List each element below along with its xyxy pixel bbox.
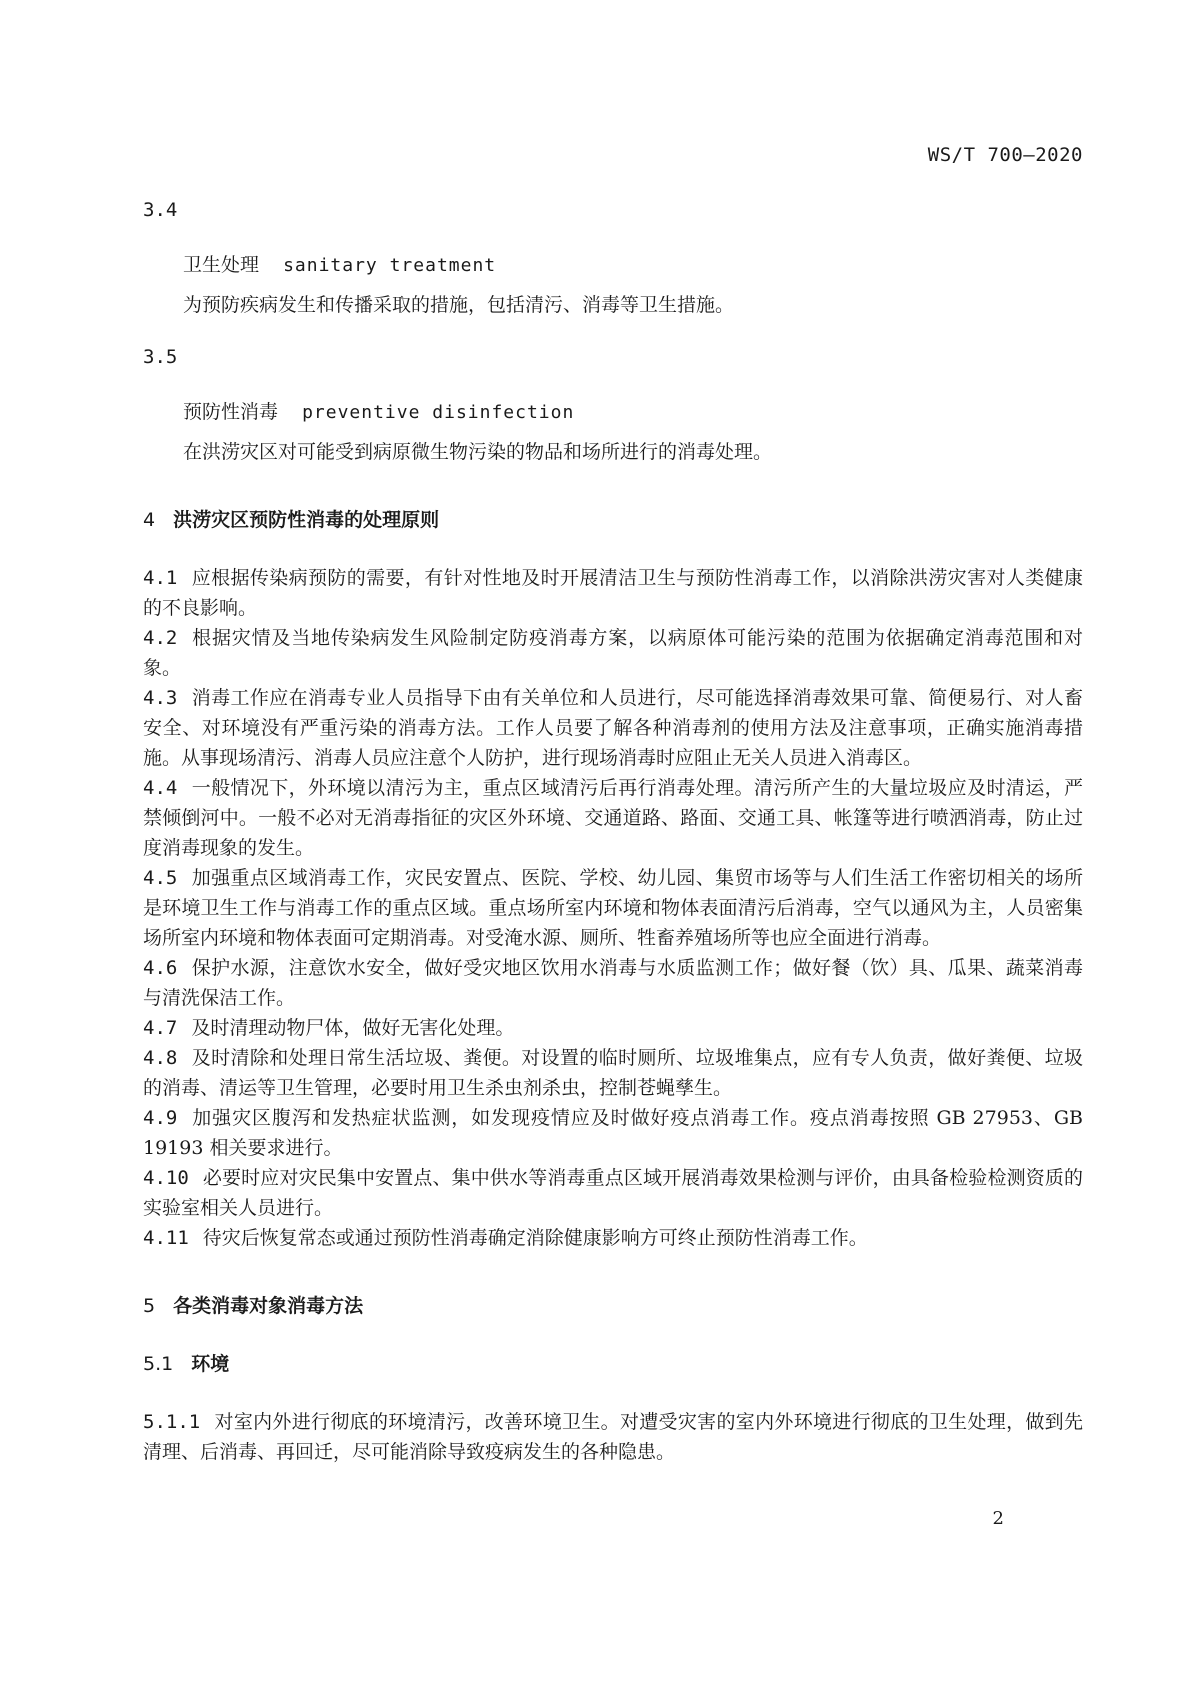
clause [143,1103,1083,1163]
clause-text: 消毒工作应在消毒专业人员指导下由有关单位和人员进行，尽可能选择消毒效果可靠、简便易行、对人畜安全、对环境没有严重污染的消毒方法。工作人员要了解各种消毒剂的使用方法及注意事项，正确实施消毒措施。从事现场清污、消毒人员应注意个人防护，进行现场消毒时应阻止无关人员进入消毒区。 [143,687,1083,769]
clause-text: 对室内外进行彻底的环境清污，改善环境卫生。对遭受灾害的室内外环境进行彻底的卫生处理，做到先清理、后消毒、再回迁，尽可能消除导致疫病发生的各种隐患。 [143,1411,1083,1463]
section-title: 各类消毒对象消毒方法 [173,1295,364,1317]
clause-text: 及时清理动物尸体，做好无害化处理。 [191,1017,515,1039]
clause-number: 4.7 [143,1017,178,1039]
clause-number: 5.1.1 [143,1411,201,1433]
clause-list [143,1407,1083,1467]
clause-number: 4.8 [143,1047,178,1069]
term-title-en: preventive disinfection [302,402,575,423]
clause [143,1163,1083,1223]
clause [143,1407,1083,1467]
clause-text: 保护水源，注意饮水安全，做好受灾地区饮用水消毒与水质监测工作；做好餐（饮）具、瓜果、蔬菜消毒与清洗保洁工作。 [143,957,1083,1009]
clause [143,563,1083,623]
clause [143,623,1083,683]
subsection-heading [143,1349,1083,1379]
clause-list [143,563,1083,1253]
clause [143,1043,1083,1103]
clause-number: 4.5 [143,867,178,889]
term-number: 3.4 [143,199,178,221]
clause [143,863,1083,953]
clause-number: 4.10 [143,1167,189,1189]
section-number: 4 [143,509,156,531]
term-title [183,397,1083,427]
section-number: 5 [143,1295,156,1317]
clause [143,1013,1083,1043]
clause-text: 应根据传染病预防的需要，有针对性地及时开展清洁卫生与预防性消毒工作，以消除洪涝灾害对人类健康的不良影响。 [143,567,1083,619]
clause-number: 4.1 [143,567,178,589]
clause-number: 4.11 [143,1227,189,1249]
document-body [143,196,1083,1467]
page-number: 2 [992,1508,1004,1529]
clause-text: 根据灾情及当地传染病发生风险制定防疫消毒方案，以病原体可能污染的范围为依据确定消毒范围和对象。 [143,627,1083,679]
standard-code: WS/T 700—2020 [927,144,1083,166]
clause-number: 4.4 [143,777,178,799]
clause-number: 4.3 [143,687,178,709]
clause-text: 加强重点区域消毒工作，灾民安置点、医院、学校、幼儿园、集贸市场等与人们生活工作密切相关的场所是环境卫生工作与消毒工作的重点区域。重点场所室内环境和物体表面清污后消毒，空气以通风为主，人员密集场所室内环境和物体表面可定期消毒。对受淹水源、厕所、牲畜养殖场所等也应全面进行消毒。 [143,867,1083,949]
term-number: 3.5 [143,346,178,368]
section-title: 洪涝灾区预防性消毒的处理原则 [173,509,440,531]
clause-number: 4.6 [143,957,178,979]
term-title-en: sanitary treatment [283,255,497,276]
clause-number: 4.9 [143,1107,178,1129]
term-entry [143,196,1083,320]
term-title-cn: 预防性消毒 [183,401,279,423]
clause [143,683,1083,773]
clause-number: 4.2 [143,627,178,649]
clause [143,953,1083,1013]
section-heading [143,505,1083,535]
subsection-number: 5.1 [143,1353,174,1375]
subsection-title: 环境 [191,1353,230,1375]
term-entry [143,343,1083,467]
clause-text: 必要时应对灾民集中安置点、集中供水等消毒重点区域开展消毒效果检测与评价，由具备检验检测资质的实验室相关人员进行。 [143,1167,1083,1219]
term-definition: 在洪涝灾区对可能受到病原微生物污染的物品和场所进行的消毒处理。 [183,441,773,463]
clause-text: 加强灾区腹泻和发热症状监测，如发现疫情应及时做好疫点消毒工作。疫点消毒按照 GB 27953、GB 19193 相关要求进行。 [143,1107,1083,1159]
clause-text: 待灾后恢复常态或通过预防性消毒确定消除健康影响方可终止预防性消毒工作。 [202,1227,868,1249]
term-definition: 为预防疾病发生和传播采取的措施，包括清污、消毒等卫生措施。 [183,294,735,316]
clause-text: 及时清除和处理日常生活垃圾、粪便。对设置的临时厕所、垃圾堆集点，应有专人负责，做好粪便、垃圾的消毒、清运等卫生管理，必要时用卫生杀虫剂杀虫，控制苍蝇孳生。 [143,1047,1083,1099]
clause [143,773,1083,863]
clause [143,1223,1083,1253]
section-heading [143,1291,1083,1321]
term-title-cn: 卫生处理 [183,254,260,276]
clause-text: 一般情况下，外环境以清污为主，重点区域清污后再行消毒处理。清污所产生的大量垃圾应及时清运，严禁倾倒河中。一般不必对无消毒指征的灾区外环境、交通道路、路面、交通工具、帐篷等进行喷洒消毒，防止过度消毒现象的发生。 [143,777,1083,859]
term-title [183,250,1083,280]
